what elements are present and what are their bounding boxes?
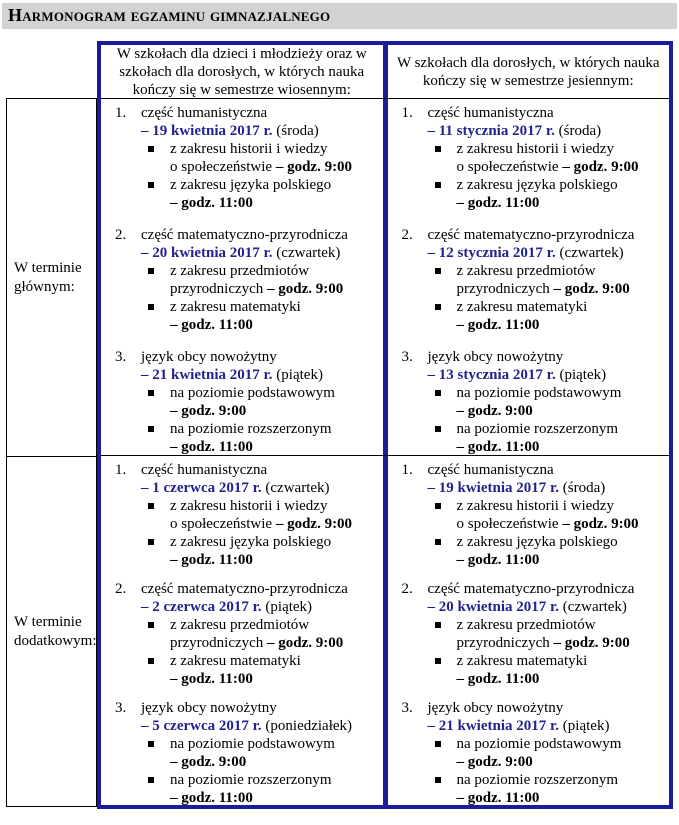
item-number: 3. [401, 349, 413, 365]
bullet-square-icon [435, 497, 457, 533]
exam-part-title: część humanistyczna [141, 105, 268, 121]
item-body [141, 226, 379, 334]
exam-date: – 21 kwietnia 2017 r. [427, 718, 560, 734]
exam-time: – godz. 9:00 [562, 516, 639, 532]
bullet-item [141, 176, 379, 212]
exam-date: – 21 kwietnia 2017 r. [141, 367, 273, 383]
exam-time: – godz. 11:00 [170, 195, 253, 211]
column-header-autumn-semester: W szkołach dla dorosłych, w których nauka kończy się w semestrze jesiennym: [396, 54, 660, 89]
exam-part-title: część humanistyczna [427, 105, 554, 121]
column-header-spring-semester: W szkołach dla dzieci i młodzieży oraz w szkołach dla dorosłych, w których nauka kończy się w semestrze wiosennym: [116, 45, 367, 98]
exam-part-title: język obcy nowożytny [427, 349, 564, 365]
item-body [428, 580, 666, 688]
bullet-item [428, 420, 666, 455]
schedule-cell-additional-spring [101, 456, 383, 805]
bullet-text: z zakresu matematyki – godz. 11:00 [456, 653, 588, 687]
bullet-square-icon [148, 771, 170, 805]
bullet-square-icon [435, 298, 457, 334]
bullet-text: z zakresu matematyki – godz. 11:00 [456, 299, 588, 333]
exam-time: – godz. 9:00 [170, 754, 247, 770]
bullet-text: z zakresu przedmiotów przyrodniczych – godz. 9:00 [170, 617, 344, 651]
exam-weekday: (piątek) [265, 599, 313, 615]
bullet-text: na poziomie rozszerzonym – godz. 11:00 [456, 421, 619, 455]
bullet-text: z zakresu matematyki – godz. 11:00 [170, 653, 301, 687]
exam-part-title: część humanistyczna [427, 462, 554, 478]
bullet-item [141, 533, 379, 569]
exam-time: – godz. 9:00 [275, 159, 353, 175]
item-number: 3. [115, 349, 127, 365]
exam-time: – godz. 9:00 [553, 281, 630, 297]
exam-schedule-grid [97, 41, 673, 809]
row-labels-column [6, 41, 97, 807]
bullet-text: z zakresu przedmiotów przyrodniczych – godz. 9:00 [170, 263, 344, 297]
bullet-square-icon [435, 616, 457, 652]
exam-time: – godz. 11:00 [456, 195, 540, 211]
schedule-item [115, 226, 379, 334]
bullet-text: na poziomie podstawowym – godz. 9:00 [170, 736, 335, 770]
schedule-item [115, 699, 379, 805]
bullet-square-icon [435, 771, 457, 805]
exam-part-title: część matematyczno-przyrodnicza [427, 227, 635, 243]
schedule-item [402, 699, 666, 805]
bullet-text: na poziomie podstawowym – godz. 9:00 [170, 385, 335, 419]
exam-date-line [141, 366, 379, 384]
exam-weekday: (czwartek) [562, 599, 627, 615]
item-number: 1. [401, 105, 413, 121]
bullet-text: z zakresu przedmiotów przyrodniczych – godz. 9:00 [456, 263, 630, 297]
exam-part-title: język obcy nowożytny [141, 349, 277, 365]
document-page [0, 3, 679, 825]
item-body [428, 104, 666, 212]
bullet-square-icon [148, 298, 170, 334]
exam-time: – godz. 9:00 [170, 403, 247, 419]
exam-time: – godz. 11:00 [456, 317, 540, 333]
bullet-item [141, 497, 379, 533]
exam-time: – godz. 11:00 [170, 552, 253, 568]
item-body [141, 348, 379, 455]
item-number: 1. [115, 462, 127, 478]
bullet-text: na poziomie rozszerzonym – godz. 11:00 [170, 772, 332, 805]
exam-time: – godz. 9:00 [267, 281, 344, 297]
exam-weekday: (piątek) [562, 718, 610, 734]
item-number: 2. [115, 581, 127, 597]
main-term-row [101, 98, 669, 455]
item-number: 1. [401, 462, 413, 478]
exam-weekday: (środa) [558, 123, 602, 139]
item-body [141, 580, 379, 688]
exam-date: – 19 kwietnia 2017 r. [427, 480, 560, 496]
bullet-text: z zakresu historii i wiedzy o społeczeństwie – godz. 9:00 [170, 498, 353, 532]
exam-time: – godz. 9:00 [275, 516, 353, 532]
exam-date-line [141, 717, 379, 735]
exam-date: – 5 czerwca 2017 r. [141, 718, 262, 734]
bullet-item [428, 140, 666, 176]
item-number: 2. [401, 227, 413, 243]
bullet-square-icon [435, 420, 457, 455]
exam-date: – 11 stycznia 2017 r. [427, 123, 555, 139]
exam-time: – godz. 9:00 [553, 635, 630, 651]
bullet-square-icon [148, 735, 170, 771]
item-number: 3. [115, 700, 127, 716]
bullet-square-icon [148, 652, 170, 688]
item-body [428, 461, 666, 569]
schedule-cell-additional-autumn [388, 456, 670, 805]
exam-weekday: (czwartek) [265, 480, 330, 496]
exam-part-title: język obcy nowożytny [141, 700, 277, 716]
bullet-square-icon [148, 497, 170, 533]
item-body [428, 699, 666, 805]
item-body [141, 461, 379, 569]
bullet-item [141, 616, 379, 652]
bullet-text: z zakresu języka polskiego – godz. 11:00 [170, 177, 332, 211]
bullet-square-icon [148, 616, 170, 652]
exam-time: – godz. 11:00 [456, 439, 540, 455]
bullet-item [428, 533, 666, 569]
additional-term-row [101, 455, 669, 805]
row-labels-box [6, 98, 97, 807]
exam-time: – godz. 11:00 [456, 790, 540, 805]
exam-date: – 1 czerwca 2017 r. [141, 480, 262, 496]
exam-weekday: (środa) [562, 480, 606, 496]
row-label-additional-term: W terminie dodatkowym: [7, 456, 96, 806]
exam-date-line [428, 717, 666, 735]
item-number: 2. [115, 227, 127, 243]
item-number: 3. [401, 700, 413, 716]
bullet-text: z zakresu matematyki – godz. 11:00 [170, 299, 301, 333]
exam-date: – 20 kwietnia 2017 r. [427, 599, 560, 615]
item-number: 1. [115, 105, 127, 121]
exam-time: – godz. 11:00 [170, 439, 253, 455]
bullet-item [428, 298, 666, 334]
exam-time: – godz. 11:00 [170, 790, 253, 805]
bullet-text: na poziomie podstawowym – godz. 9:00 [456, 736, 622, 770]
bullet-item [141, 420, 379, 455]
exam-weekday: (czwartek) [559, 245, 624, 261]
bullet-square-icon [148, 176, 170, 212]
exam-part-title: część matematyczno-przyrodnicza [141, 581, 348, 597]
schedule-item [402, 226, 666, 334]
item-body [141, 104, 379, 212]
exam-date-line [428, 244, 666, 262]
bullet-text: z zakresu historii i wiedzy o społeczeństwie – godz. 9:00 [456, 141, 639, 175]
exam-time: – godz. 9:00 [562, 159, 639, 175]
bullet-square-icon [435, 176, 457, 212]
bullet-item [141, 140, 379, 176]
bullet-square-icon [148, 140, 170, 176]
bullet-item [141, 298, 379, 334]
item-body [428, 348, 666, 455]
bullet-text: na poziomie rozszerzonym – godz. 11:00 [170, 421, 332, 455]
column-headers-row [101, 45, 669, 98]
bullet-text: na poziomie podstawowym – godz. 9:00 [456, 385, 622, 419]
exam-date-line [141, 598, 379, 616]
item-body [141, 699, 379, 805]
bullet-item [428, 735, 666, 771]
exam-date-line [141, 122, 379, 140]
bullet-square-icon [435, 384, 457, 420]
exam-date-line [428, 479, 666, 497]
bullet-text: z zakresu przedmiotów przyrodniczych – godz. 9:00 [456, 617, 630, 651]
bullet-square-icon [148, 533, 170, 569]
bullet-item [141, 771, 379, 805]
exam-part-title: język obcy nowożytny [427, 700, 564, 716]
schedule-item [402, 461, 666, 569]
exam-date-line [428, 366, 666, 384]
bullet-square-icon [435, 652, 457, 688]
bullet-square-icon [435, 262, 457, 298]
item-number: 2. [401, 581, 413, 597]
exam-time: – godz. 9:00 [456, 403, 533, 419]
bullet-item [141, 262, 379, 298]
exam-weekday: (czwartek) [276, 245, 341, 261]
bullet-square-icon [148, 420, 170, 455]
schedule-item [115, 461, 379, 569]
row-label-main-term: W terminie głównym: [14, 259, 82, 295]
schedule-table [6, 41, 679, 809]
bullet-item [428, 771, 666, 805]
exam-part-title: część humanistyczna [141, 462, 268, 478]
exam-part-title: część matematyczno-przyrodnicza [141, 227, 348, 243]
exam-date-line [141, 244, 379, 262]
exam-time: – godz. 9:00 [456, 754, 533, 770]
bullet-square-icon [435, 735, 457, 771]
bullet-item [141, 384, 379, 420]
exam-part-title: część matematyczno-przyrodnicza [427, 581, 635, 597]
schedule-item [402, 348, 666, 455]
bullet-square-icon [435, 140, 457, 176]
bullet-item [428, 616, 666, 652]
bullet-item [428, 262, 666, 298]
bullet-square-icon [148, 384, 170, 420]
exam-date: – 13 stycznia 2017 r. [427, 367, 556, 383]
exam-date: – 20 kwietnia 2017 r. [141, 245, 273, 261]
exam-date-line [428, 122, 666, 140]
bullet-text: na poziomie rozszerzonym – godz. 11:00 [456, 772, 619, 805]
bullet-item [141, 735, 379, 771]
exam-weekday: (środa) [276, 123, 319, 139]
exam-date-line [141, 479, 379, 497]
bullet-item [428, 176, 666, 212]
exam-time: – godz. 11:00 [170, 317, 253, 333]
bullet-square-icon [148, 262, 170, 298]
item-body [428, 226, 666, 334]
bullet-text: z zakresu języka polskiego – godz. 11:00 [456, 177, 618, 211]
exam-time: – godz. 11:00 [456, 552, 540, 568]
schedule-item [115, 580, 379, 688]
schedule-item [402, 580, 666, 688]
page-title: Harmonogram egzaminu gimnazjalnego [2, 3, 677, 29]
bullet-item [428, 652, 666, 688]
schedule-cell-main-autumn [388, 99, 670, 455]
exam-time: – godz. 11:00 [456, 671, 540, 687]
bullet-square-icon [435, 533, 457, 569]
exam-date: – 12 stycznia 2017 r. [427, 245, 556, 261]
exam-weekday: (poniedziałek) [265, 718, 353, 734]
exam-date: – 2 czerwca 2017 r. [141, 599, 262, 615]
schedule-item [115, 348, 379, 455]
bullet-text: z zakresu historii i wiedzy o społeczeństwie – godz. 9:00 [456, 498, 639, 532]
bullet-text: z zakresu języka polskiego – godz. 11:00 [170, 534, 332, 568]
schedule-cell-main-spring [101, 99, 383, 455]
exam-weekday: (piątek) [276, 367, 323, 383]
schedule-item [115, 104, 379, 212]
exam-weekday: (piątek) [559, 367, 607, 383]
bullet-text: z zakresu języka polskiego – godz. 11:00 [456, 534, 618, 568]
bullet-text: z zakresu historii i wiedzy o społeczeństwie – godz. 9:00 [170, 141, 353, 175]
bullet-item [141, 652, 379, 688]
exam-date-line [428, 598, 666, 616]
bullet-item [428, 497, 666, 533]
exam-time: – godz. 11:00 [170, 671, 253, 687]
exam-time: – godz. 9:00 [267, 635, 344, 651]
schedule-item [402, 104, 666, 212]
bullet-item [428, 384, 666, 420]
exam-date: – 19 kwietnia 2017 r. [141, 123, 273, 139]
